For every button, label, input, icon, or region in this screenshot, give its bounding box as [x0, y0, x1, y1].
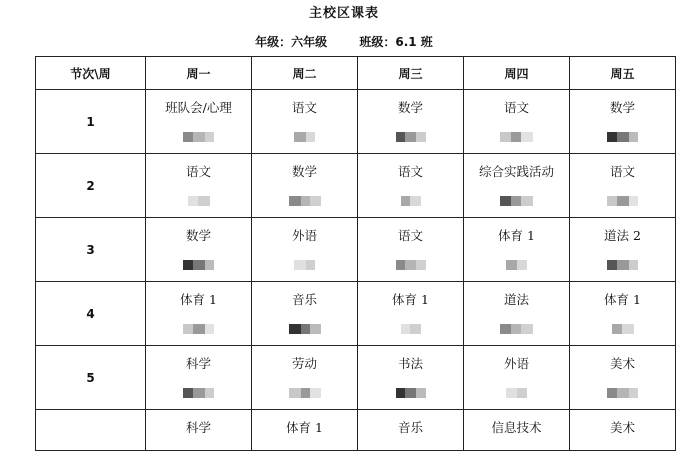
subject-name: 劳动 — [291, 356, 317, 371]
teacher-name-redacted — [464, 324, 569, 334]
lesson-cell — [570, 410, 676, 451]
teacher-name-redacted — [464, 196, 569, 206]
subject-name: 语文 — [503, 100, 529, 115]
table-row — [36, 282, 676, 346]
teacher-name-redacted — [570, 132, 675, 142]
teacher-name-redacted — [252, 196, 357, 206]
lesson-cell — [570, 90, 676, 154]
lesson-cell — [464, 346, 570, 410]
subject-name: 体育 1 — [286, 420, 323, 435]
subject-name: 书法 — [397, 356, 423, 371]
class-label: 班级：6.1 班 — [359, 35, 433, 49]
lesson-cell — [358, 154, 464, 218]
table-row — [36, 90, 676, 154]
subject-name: 语文 — [397, 228, 423, 243]
lesson-cell — [358, 282, 464, 346]
lesson-cell — [464, 282, 570, 346]
table-row — [36, 218, 676, 282]
subject-name: 科学 — [185, 420, 211, 435]
subject-name: 体育 1 — [604, 292, 641, 307]
subject-name: 科学 — [185, 356, 211, 371]
lesson-cell — [464, 218, 570, 282]
header-mon: 周一 — [146, 57, 252, 90]
teacher-name-redacted — [252, 324, 357, 334]
teacher-name-redacted — [252, 260, 357, 270]
subject-name: 语文 — [291, 100, 317, 115]
period-cell — [36, 410, 146, 451]
teacher-name-redacted — [146, 388, 251, 398]
table-row — [36, 154, 676, 218]
subject-name: 语文 — [609, 164, 635, 179]
teacher-name-redacted — [464, 388, 569, 398]
lesson-cell — [252, 154, 358, 218]
teacher-name-redacted — [252, 388, 357, 398]
period-cell: 2 — [36, 154, 146, 218]
lesson-cell — [146, 346, 252, 410]
lesson-cell — [252, 282, 358, 346]
lesson-cell — [464, 410, 570, 451]
lesson-cell — [146, 218, 252, 282]
teacher-name-redacted — [464, 260, 569, 270]
period-cell: 5 — [36, 346, 146, 410]
subject-name: 道法 2 — [604, 228, 641, 243]
subject-name: 体育 1 — [180, 292, 217, 307]
subject-name: 美术 — [609, 356, 635, 371]
lesson-cell — [146, 282, 252, 346]
lesson-cell — [146, 90, 252, 154]
lesson-cell — [252, 410, 358, 451]
table-row — [36, 346, 676, 410]
lesson-cell — [252, 218, 358, 282]
teacher-name-redacted — [358, 324, 463, 334]
header-tue: 周二 — [252, 57, 358, 90]
subject-name: 音乐 — [291, 292, 317, 307]
lesson-cell — [570, 282, 676, 346]
subject-name: 音乐 — [397, 420, 423, 435]
grade-label: 年级：六年级 — [255, 35, 328, 49]
teacher-name-redacted — [146, 260, 251, 270]
teacher-name-redacted — [464, 132, 569, 142]
subject-name: 信息技术 — [491, 420, 542, 435]
teacher-name-redacted — [358, 132, 463, 142]
lesson-cell — [358, 410, 464, 451]
subject-name: 综合实践活动 — [478, 164, 554, 179]
teacher-name-redacted — [358, 260, 463, 270]
lesson-cell — [146, 154, 252, 218]
subject-name: 数学 — [397, 100, 423, 115]
header-thu: 周四 — [464, 57, 570, 90]
class-info — [0, 33, 688, 50]
subject-name: 体育 1 — [392, 292, 429, 307]
lesson-cell — [146, 410, 252, 451]
lesson-cell — [570, 218, 676, 282]
subject-name: 道法 — [503, 292, 529, 307]
teacher-name-redacted — [570, 196, 675, 206]
subject-name: 体育 1 — [498, 228, 535, 243]
teacher-name-redacted — [146, 132, 251, 142]
header-wed: 周三 — [358, 57, 464, 90]
subject-name: 数学 — [185, 228, 211, 243]
lesson-cell — [464, 90, 570, 154]
subject-name: 班队会/心理 — [165, 100, 232, 115]
period-cell: 4 — [36, 282, 146, 346]
subject-name: 数学 — [291, 164, 317, 179]
subject-name: 美术 — [609, 420, 635, 435]
teacher-name-redacted — [146, 324, 251, 334]
teacher-name-redacted — [570, 388, 675, 398]
teacher-name-redacted — [252, 132, 357, 142]
header-row — [36, 57, 676, 90]
subject-name: 语文 — [185, 164, 211, 179]
subject-name: 数学 — [609, 100, 635, 115]
period-cell: 3 — [36, 218, 146, 282]
lesson-cell — [570, 154, 676, 218]
teacher-name-redacted — [570, 260, 675, 270]
lesson-cell — [358, 346, 464, 410]
header-period: 节次\周 — [36, 57, 146, 90]
timetable — [35, 56, 676, 451]
lesson-cell — [464, 154, 570, 218]
lesson-cell — [570, 346, 676, 410]
header-fri: 周五 — [570, 57, 676, 90]
subject-name: 语文 — [397, 164, 423, 179]
lesson-cell — [358, 90, 464, 154]
lesson-cell — [252, 346, 358, 410]
teacher-name-redacted — [358, 196, 463, 206]
table-row — [36, 410, 676, 451]
page-title: 主校区课表 — [308, 6, 379, 21]
subject-name: 外语 — [503, 356, 529, 371]
period-cell: 1 — [36, 90, 146, 154]
lesson-cell — [252, 90, 358, 154]
lesson-cell — [358, 218, 464, 282]
teacher-name-redacted — [570, 324, 675, 334]
subject-name: 外语 — [291, 228, 317, 243]
teacher-name-redacted — [358, 388, 463, 398]
teacher-name-redacted — [146, 196, 251, 206]
